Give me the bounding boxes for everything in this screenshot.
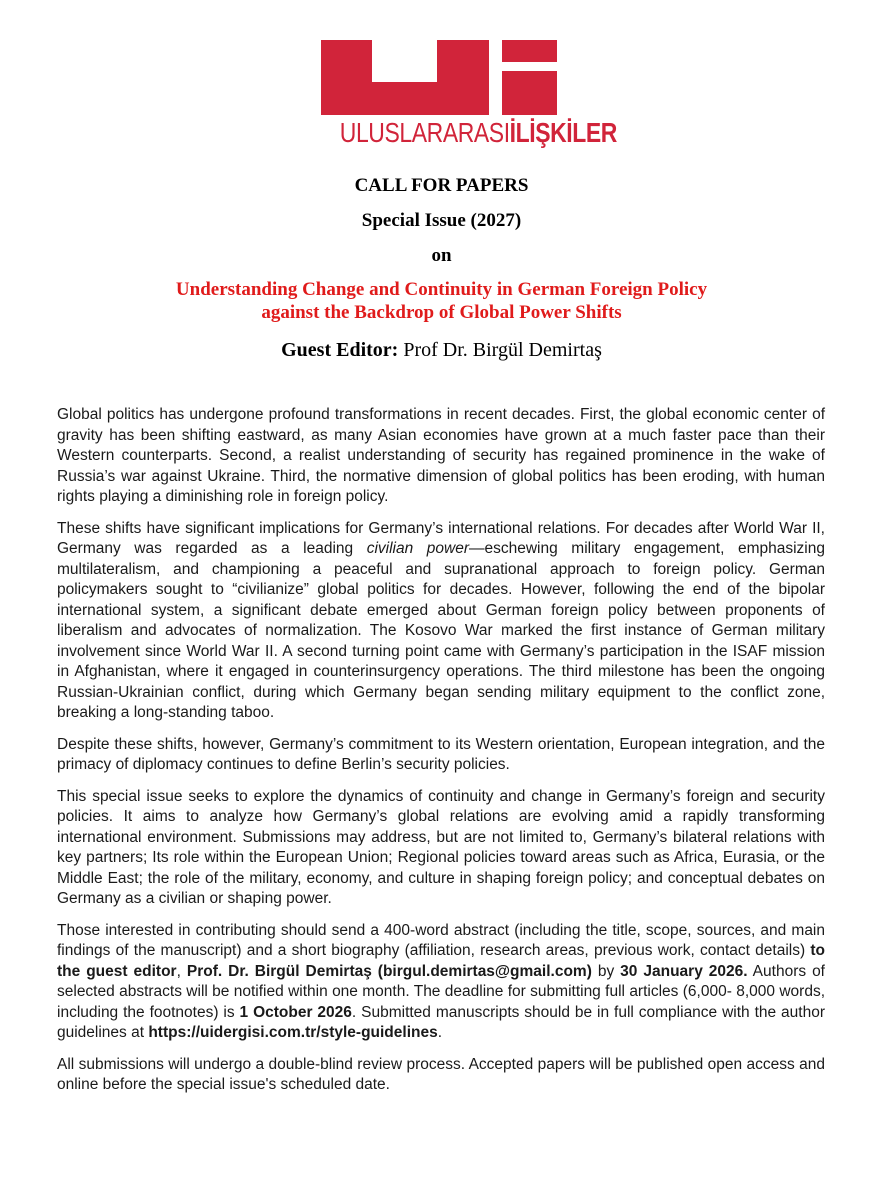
paragraph-5-text-e: . Submitted manuscripts should be in full compliance with the author guidelines at bbox=[57, 1003, 825, 1041]
guest-editor-mention: to the guest editor bbox=[57, 942, 825, 980]
editor-contact-email[interactable]: Prof. Dr. Birgül Demirtaş (birgul.demirtas@gmail.com) bbox=[186, 962, 592, 980]
paragraph-3: Despite these shifts, however, Germany’s commitment to its Western orientation, European integration, and the primacy of diplomacy continues to define Berlin’s security policies. bbox=[57, 735, 825, 773]
logo-text-bold: İLİŞKİLER bbox=[509, 117, 617, 148]
abstract-deadline: 30 January 2026. bbox=[620, 962, 748, 980]
guest-editor-line bbox=[0, 337, 883, 363]
civilian-power-term: civilian power bbox=[366, 540, 469, 557]
paragraph-4: This special issue seeks to explore the dynamics of continuity and change in Germany’s foreign and security policies. It aims to analyze how Germany’s global relations are evolving amid a rapidly transforming international environment. Submissions may address, but are not limited to, Germany’s bilateral relations with key partners; Its role within the European Union; Regional policies toward areas such as Africa, Eurasia, or the Middle East; the role of the military, economy, and culture in shaping foreign policy; and conceptual debates on Germany as a civilian or shaping power. bbox=[57, 787, 825, 907]
call-body bbox=[57, 405, 825, 1107]
paragraph-2 bbox=[57, 519, 825, 724]
logo-mark-icon bbox=[321, 40, 557, 115]
paragraph-2-text-b: —eschewing military engagement, emphasizing multilateralism, and championing a peaceful and supranational approach to foreign policy. German policymakers sought to “civilianize” global politics for decades. However, following the end of the bipolar international system, a significant debate emerged about German foreign policy between proponents of liberalism and advocates of normalization. The Kosovo War marked the first instance of German military involvement since World War II. A second turning point came with Germany’s participation in the ISAF mission in Afghanistan, where it engaged in counterinsurgency operations. The third milestone has been the ongoing Russian-Ukrainian conflict, during which Germany began sending military equipment to the conflict zone, breaking a long-standing taboo. bbox=[57, 540, 825, 721]
guest-editor-name: Prof Dr. Birgül Demirtaş bbox=[403, 339, 602, 361]
style-guidelines-link[interactable]: https://uidergisi.com.tr/style-guidelines bbox=[148, 1024, 438, 1041]
paragraph-5-text-d: Authors of selected abstracts will be notified within one month. The deadline for submitting full articles (6,000- 8,000 words, including the footnotes) is bbox=[57, 962, 825, 1021]
paragraph-5 bbox=[57, 921, 825, 1044]
title-line-2: against the Backdrop of Global Power Shifts bbox=[261, 302, 622, 323]
paragraph-5-text-b: , bbox=[176, 962, 187, 980]
special-issue-heading: Special Issue (2027) bbox=[361, 210, 522, 231]
paragraph-5-text-f: . bbox=[437, 1024, 443, 1041]
journal-logo bbox=[318, 40, 617, 152]
call-for-papers-heading: CALL FOR PAPERS bbox=[354, 175, 529, 196]
paragraph-5-text-c: by bbox=[591, 962, 621, 980]
title-line-1: Understanding Change and Continuity in German Foreign Policy bbox=[175, 279, 708, 300]
on-heading: on bbox=[431, 245, 452, 266]
logo-wordmark bbox=[339, 116, 617, 150]
special-issue-title bbox=[0, 278, 883, 324]
paragraph-2-text-a: These shifts have significant implications for Germany’s international relations. For decades after World War II, Germany was regarded as a leading bbox=[57, 519, 825, 557]
paragraph-6: All submissions will undergo a double-blind review process. Accepted papers will be published open access and online before the special issue's scheduled date. bbox=[57, 1055, 825, 1093]
guest-editor-label: Guest Editor: bbox=[281, 339, 399, 361]
full-article-deadline: 1 October 2026 bbox=[239, 1003, 352, 1021]
logo-text-light: ULUSLARARASI bbox=[339, 117, 510, 148]
paragraph-5-text-a: Those interested in contributing should send a 400-word abstract (including the title, scope, sources, and main findings of the manuscript) and a short biography (affiliation, research areas, previous work, contact details) bbox=[57, 921, 825, 959]
paragraph-1: Global politics has undergone profound transformations in recent decades. First, the global economic center of gravity has been shifting eastward, as many Asian economies have grown at a much faster pace than their Western counterparts. Second, a realist understanding of security has regained prominence in the wake of Russia’s war against Ukraine. Third, the normative dimension of global politics has been eroding, with human rights playing a diminishing role in foreign policy. bbox=[57, 406, 825, 505]
